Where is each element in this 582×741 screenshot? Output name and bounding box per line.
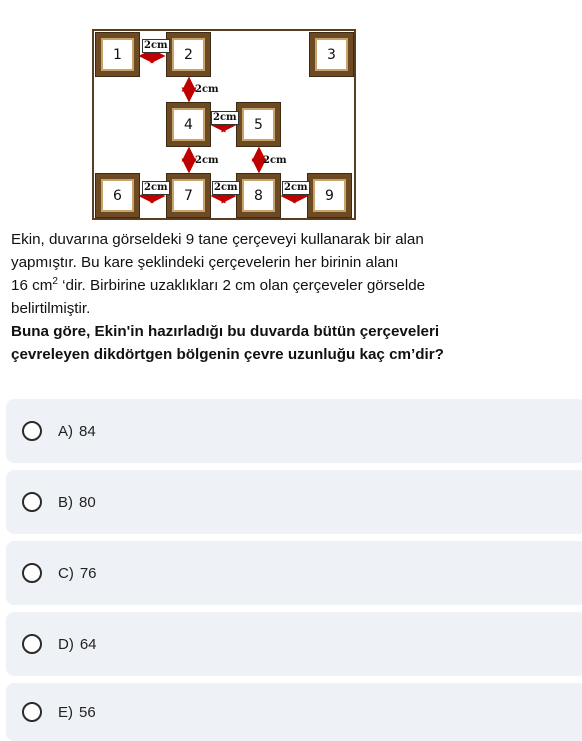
option-letter: A) (58, 422, 73, 440)
frame-8 (237, 174, 280, 217)
question-line: yapmıştır. Bu kare şeklindeki çerçevelerin her birinin alanı (11, 254, 399, 271)
option-text: 84 (79, 422, 96, 440)
distance-label-4-5: 2cm (213, 112, 237, 123)
radio-icon[interactable] (22, 563, 42, 583)
frame-9 (308, 174, 351, 217)
option-a[interactable] (6, 399, 582, 463)
option-b[interactable] (6, 470, 582, 534)
frame-2 (167, 33, 210, 76)
frame-1-label: 1 (113, 46, 122, 63)
frame-9-label: 9 (325, 187, 334, 204)
option-text: 80 (79, 493, 96, 511)
option-c[interactable] (6, 541, 582, 605)
option-letter: B) (58, 493, 73, 511)
area-exponent: 2 (52, 275, 58, 287)
question-line: belirtilmiştir. (11, 300, 91, 317)
frame-6 (96, 174, 139, 217)
frame-5-label: 5 (254, 116, 263, 133)
frame-2-label: 2 (184, 46, 193, 63)
distance-label-1-2: 2cm (144, 40, 168, 51)
radio-icon[interactable] (22, 492, 42, 512)
distance-label-7-8: 2cm (214, 182, 238, 193)
frame-7-label: 7 (184, 187, 193, 204)
radio-icon[interactable] (22, 634, 42, 654)
wall-figure (92, 29, 356, 220)
frame-1 (96, 33, 139, 76)
option-text: 56 (79, 703, 96, 721)
distance-label-6-7: 2cm (144, 182, 168, 193)
option-d[interactable] (6, 612, 582, 676)
frame-3 (310, 33, 353, 76)
option-text: 76 (79, 564, 97, 582)
option-letter: C) (58, 564, 74, 582)
distance-label-2-4: 2cm (195, 84, 219, 95)
option-letter: D) (58, 635, 74, 653)
radio-icon[interactable] (22, 421, 42, 441)
distance-label-8-9: 2cm (284, 182, 308, 193)
question-line-rest: ‘dir. Birbirine uzaklıkları 2 cm olan çerçeveler görselde (57, 277, 426, 294)
area-value: 16 cm (11, 277, 53, 294)
frame-6-label: 6 (113, 187, 122, 204)
distance-label-5-8: 2cm (263, 155, 287, 166)
frame-7 (167, 174, 210, 217)
option-e[interactable] (6, 683, 582, 741)
question-prompt-line: Buna göre, Ekin'in hazırladığı bu duvarda bütün çerçeveleri (11, 323, 440, 340)
distance-label-4-7: 2cm (195, 155, 219, 166)
question-line (11, 274, 581, 297)
frame-5 (237, 103, 280, 146)
option-letter: E) (58, 703, 73, 721)
radio-icon[interactable] (22, 702, 42, 722)
question-prompt-line: çevreleyen dikdörtgen bölgenin çevre uzunluğu kaç cm’dir? (11, 346, 444, 363)
frame-4-label: 4 (184, 116, 193, 133)
question-text (11, 228, 581, 366)
frame-3-label: 3 (327, 46, 336, 63)
question-line: Ekin, duvarına görseldeki 9 tane çerçeveyi kullanarak bir alan (11, 231, 424, 248)
frame-8-label: 8 (254, 187, 263, 204)
option-text: 64 (79, 635, 97, 653)
frame-4 (167, 103, 210, 146)
